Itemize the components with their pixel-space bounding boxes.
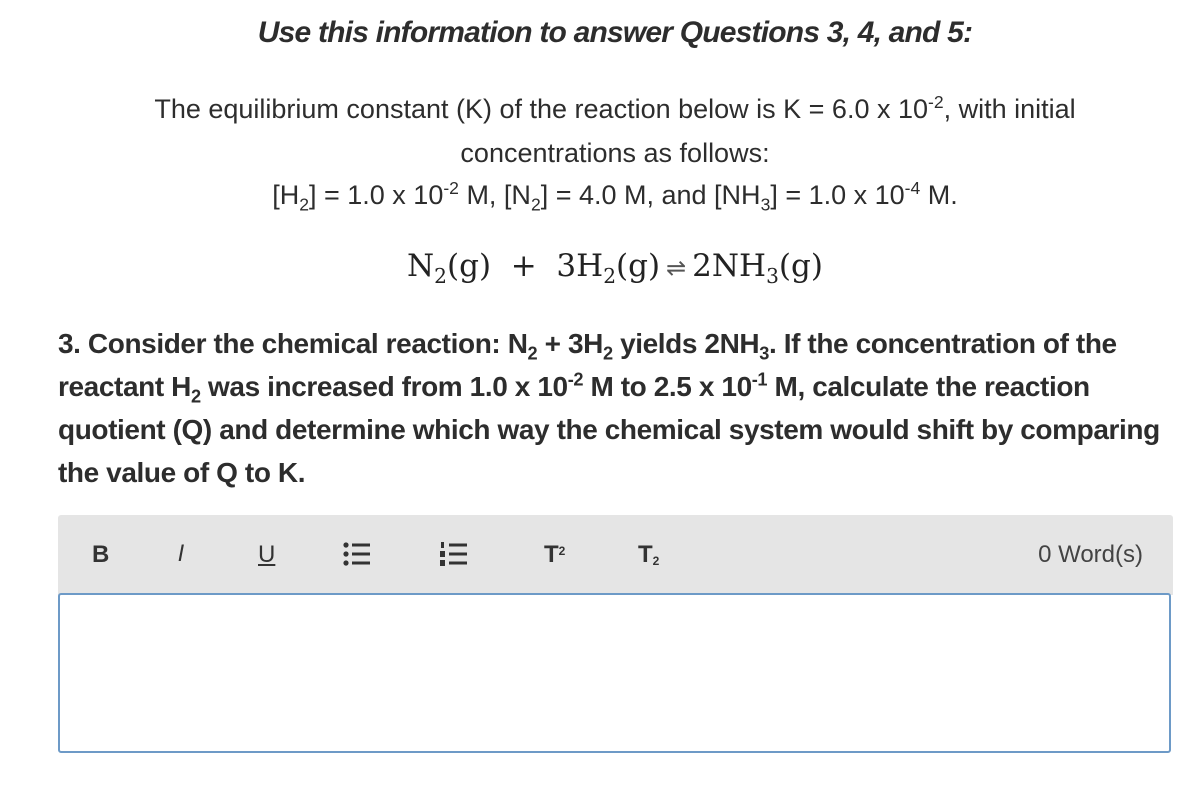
bulleted-list-icon: [343, 541, 371, 567]
question-text: 3. Consider the chemical reaction: $N_2 + 3H_2$ yields $2NH_3$. If the concentration of the reactant $H_2$ was increased from 1.0 x $10^{-2}$ M to 2.5 x $10^{-1}$ M, calculate the reaction quotient (Q) and determine which way the chemical system would shift by comparing the value of Q to K.: [58, 328, 1160, 488]
instructions-heading: Use this information to answer Questions 3, 4, and 5:: [257, 16, 973, 49]
concentrations-intro: concentrations as follows:: [460, 138, 770, 168]
editor-toolbar: [58, 515, 1173, 595]
bold-button[interactable]: B: [92, 541, 110, 568]
subscript-button[interactable]: $T_2$: [638, 541, 660, 568]
reaction-equation: $N_2(g) + 3H_2(g)$ ⇌ $2NH_3(g)$: [407, 248, 823, 289]
numbered-list-button[interactable]: [440, 541, 468, 573]
answer-text-area[interactable]: [58, 593, 1171, 753]
superscript-button[interactable]: $T^2$: [544, 541, 566, 568]
italic-button[interactable]: I: [178, 542, 185, 567]
equilibrium-constant-text: The equilibrium constant (K) of the reaction below is K = 6.0 x $10^{-2}$, with initial: [154, 92, 1076, 124]
word-count: 0 Word(s): [1038, 541, 1143, 568]
underline-button[interactable]: U: [258, 541, 276, 568]
initial-concentrations: $[H_2] = 1.0$ x $10^{-2}$ M, $[N_2] = 4.0$ M, and $[NH_3] = 1.0$ x $10^{-4}$ M.: [272, 178, 958, 215]
numbered-list-icon: [440, 541, 468, 567]
bulleted-list-button[interactable]: [343, 541, 371, 573]
equilibrium-arrow-icon: ⇌: [666, 254, 687, 282]
